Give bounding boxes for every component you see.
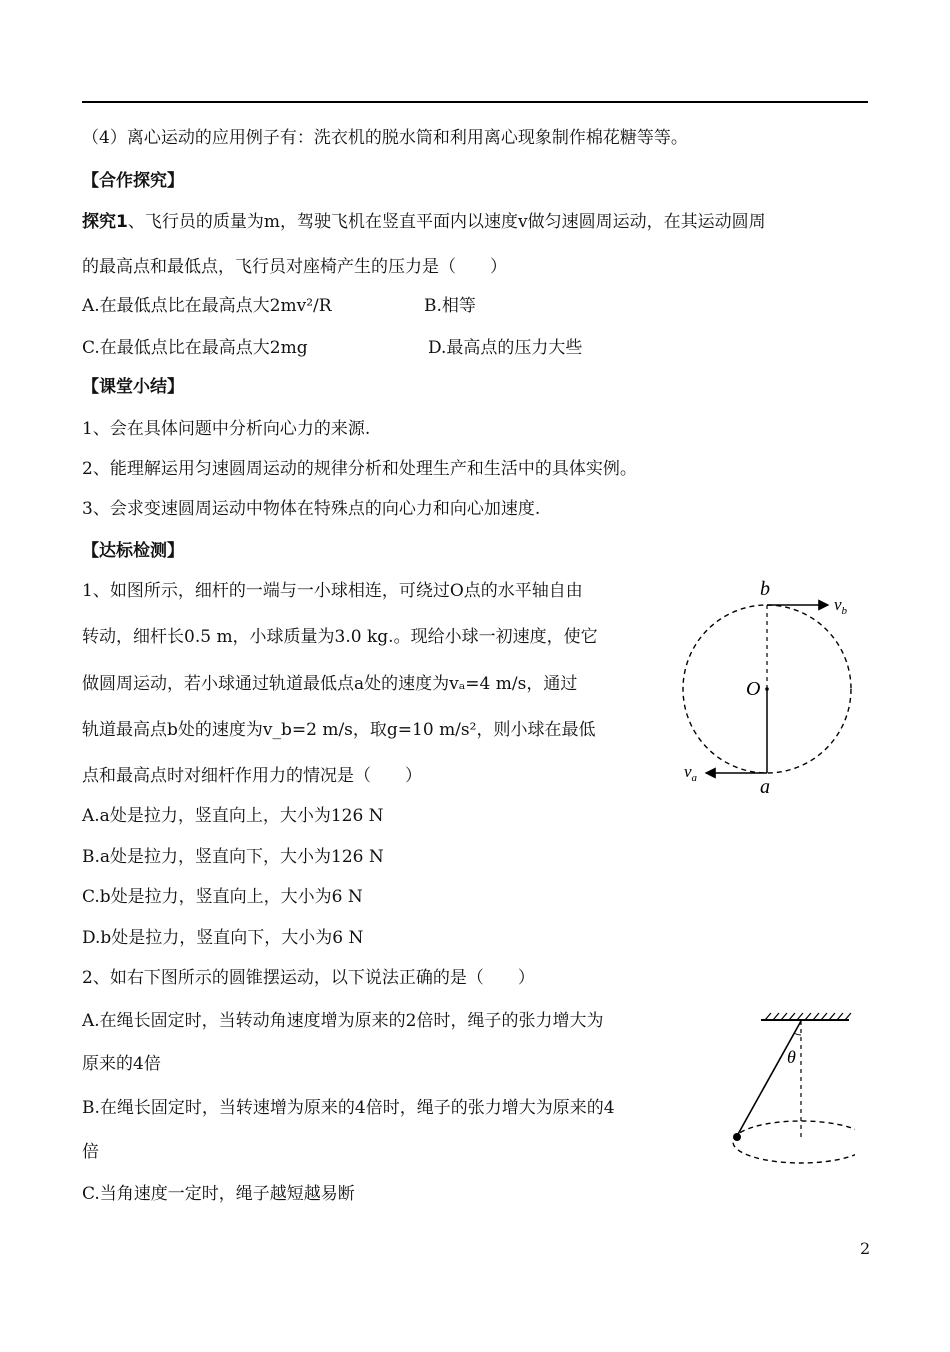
section-heading: 【合作探究】 [82,171,184,191]
orbit-ellipse [733,1121,855,1163]
question-line [82,211,766,233]
angle-arc [794,1033,801,1035]
question-line: 点和最高点时对细杆作用力的情况是（ ） [82,766,422,786]
question-line: 1、如图所示，细杆的一端与一小球相连，可绕过O点的水平轴自由 [82,581,583,601]
option-b: B.在绳长固定时，当转速增为原来的4倍时，绳子的张力增大为原来的4 [82,1098,615,1118]
question-line: 转动，细杆长0.5 m，小球质量为3.0 kg.。现给小球一初速度，使它 [82,627,598,647]
option-c: C.当角速度一定时，绳子越短越易断 [82,1184,355,1204]
question-text: 、飞行员的质量为m，驾驶飞机在竖直平面内以速度v做匀速圆周运动，在其运动圆周 [127,212,766,232]
question-line: 轨道最高点b处的速度为v_b=2 m/s，取g=10 m/s²，则小球在最低 [82,720,596,740]
label-theta: θ [787,1047,796,1067]
label-vb: $v_b$ [834,595,848,617]
summary-item: 3、会求变速圆周运动中物体在特殊点的向心力和向心加速度. [82,499,541,519]
label-va: $v_a$ [684,762,698,784]
section-heading: 【课堂小结】 [82,377,184,397]
option-b-cont: 倍 [82,1142,99,1162]
label-b: b [760,578,770,600]
option-a: A.a处是拉力，竖直向上，大小为126 N [82,806,384,826]
conical-pendulum-figure [725,1005,855,1175]
question-line: 的最高点和最低点，飞行员对座椅产生的压力是（ ） [82,257,507,277]
page-number: 2 [860,1239,871,1258]
string-line [737,1021,801,1136]
option-d: D.b处是拉力，竖直向下，大小为6 N [82,928,364,948]
option-a: A.在绳长固定时，当转动角速度增为原来的2倍时，绳子的张力增大为 [82,1011,604,1031]
question-line: 2、如右下图所示的圆锥摆运动，以下说法正确的是（ ） [82,968,535,988]
option-a-cont: 原来的4倍 [82,1054,161,1074]
pivot-point [765,687,769,691]
option-a: A.在最低点比在最高点大2mv²/R [82,296,332,316]
section-heading: 【达标检测】 [82,541,184,561]
header-rule [82,101,868,103]
question-line: 做圆周运动，若小球通过轨道最低点a处的速度为vₐ=4 m/s，通过 [82,674,578,694]
pendulum-bob [733,1133,741,1141]
option-b: B.相等 [424,296,476,316]
label-a: a [760,776,770,795]
summary-item: 1、会在具体问题中分析向心力的来源. [82,419,371,439]
label-o: O [746,678,761,700]
option-b: B.a处是拉力，竖直向下，大小为126 N [82,847,384,867]
option-d: D.最高点的压力大些 [428,338,583,358]
option-c: C.在最低点比在最高点大2mg [82,338,308,358]
option-c: C.b处是拉力，竖直向上，大小为6 N [82,887,363,907]
summary-item: 2、能理解运用匀速圆周运动的规律分析和处理生产和生活中的具体实例。 [82,459,637,479]
question-label: 探究1 [82,212,128,232]
circular-motion-figure [680,575,870,795]
text-line: （4）离心运动的应用例子有：洗衣机的脱水筒和利用离心现象制作棉花糖等等。 [82,128,688,148]
ceiling-hatch [765,1013,851,1020]
